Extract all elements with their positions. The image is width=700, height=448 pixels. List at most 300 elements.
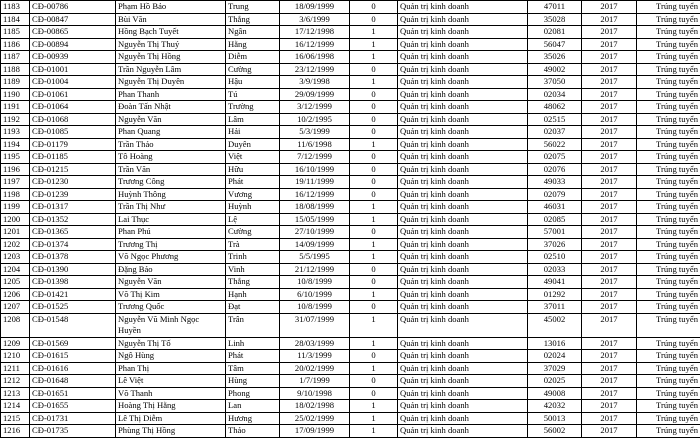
given-name-cell: Cường [226, 63, 280, 76]
candidate-code-cell: CĐ-01548 [30, 313, 116, 337]
date-of-birth-cell: 7/12/1999 [280, 151, 350, 164]
date-of-birth-cell: 11/6/1998 [280, 138, 350, 151]
admission-result-cell: Trúng tuyển [637, 138, 700, 151]
admission-result-cell: Trúng tuyển [637, 238, 700, 251]
gender-flag-cell: 0 [350, 1, 398, 14]
admission-year-cell: 2017 [582, 350, 637, 363]
candidate-code-cell: CĐ-01525 [30, 301, 116, 314]
family-name-cell: Võ Ngọc Phương [116, 251, 226, 264]
family-name-cell: Đoàn Tấn Nhật [116, 101, 226, 114]
date-of-birth-cell: 18/09/1999 [280, 1, 350, 14]
given-name-cell: Trường [226, 101, 280, 114]
row-number-cell: 1192 [1, 113, 30, 126]
registration-code-cell: 02075 [528, 151, 582, 164]
candidate-code-cell: CĐ-01615 [30, 350, 116, 363]
major-name-cell: Quản trị kinh doanh [398, 126, 528, 139]
admission-result-cell: Trúng tuyển [637, 126, 700, 139]
date-of-birth-cell: 31/07/1999 [280, 313, 350, 337]
row-number-cell: 1210 [1, 350, 30, 363]
table-row [1, 412, 700, 425]
table-row [1, 400, 700, 413]
registration-code-cell: 49002 [528, 63, 582, 76]
row-number-cell: 1196 [1, 163, 30, 176]
admission-year-cell: 2017 [582, 76, 637, 89]
table-row [1, 76, 700, 89]
registration-code-cell: 42032 [528, 400, 582, 413]
admission-year-cell: 2017 [582, 176, 637, 189]
given-name-cell: Hải [226, 126, 280, 139]
registration-code-cell: 49041 [528, 276, 582, 289]
major-name-cell: Quản trị kinh doanh [398, 301, 528, 314]
gender-flag-cell: 1 [350, 400, 398, 413]
date-of-birth-cell: 18/08/1999 [280, 201, 350, 214]
registration-code-cell: 56002 [528, 425, 582, 438]
major-name-cell: Quản trị kinh doanh [398, 201, 528, 214]
admission-result-cell: Trúng tuyển [637, 263, 700, 276]
candidate-code-cell: CĐ-01085 [30, 126, 116, 139]
table-row [1, 288, 700, 301]
major-name-cell: Quản trị kinh doanh [398, 226, 528, 239]
table-row [1, 213, 700, 226]
admission-year-cell: 2017 [582, 113, 637, 126]
candidate-code-cell: CĐ-01068 [30, 113, 116, 126]
major-name-cell: Quản trị kinh doanh [398, 313, 528, 337]
major-name-cell: Quản trị kinh doanh [398, 101, 528, 114]
row-number-cell: 1184 [1, 13, 30, 26]
admission-result-cell: Trúng tuyển [637, 251, 700, 264]
admission-year-cell: 2017 [582, 51, 637, 64]
row-number-cell: 1185 [1, 26, 30, 39]
date-of-birth-cell: 10/8/1999 [280, 301, 350, 314]
candidate-code-cell: CĐ-00894 [30, 38, 116, 51]
row-number-cell: 1212 [1, 375, 30, 388]
admission-result-cell: Trúng tuyển [637, 425, 700, 438]
candidate-code-cell: CĐ-01185 [30, 151, 116, 164]
major-name-cell: Quản trị kinh doanh [398, 38, 528, 51]
table-row [1, 51, 700, 64]
admission-year-cell: 2017 [582, 313, 637, 337]
major-name-cell: Quản trị kinh doanh [398, 88, 528, 101]
row-number-cell: 1183 [1, 1, 30, 14]
table-row [1, 163, 700, 176]
gender-flag-cell: 1 [350, 362, 398, 375]
candidate-code-cell: CĐ-01655 [30, 400, 116, 413]
gender-flag-cell: 1 [350, 201, 398, 214]
gender-flag-cell: 1 [350, 213, 398, 226]
family-name-cell: Phùng Thị Hồng [116, 425, 226, 438]
major-name-cell: Quản trị kinh doanh [398, 213, 528, 226]
major-name-cell: Quản trị kinh doanh [398, 26, 528, 39]
admission-result-cell: Trúng tuyển [637, 313, 700, 337]
row-number-cell: 1203 [1, 251, 30, 264]
date-of-birth-cell: 10/8/1999 [280, 276, 350, 289]
admission-result-cell: Trúng tuyển [637, 387, 700, 400]
given-name-cell: Diễm [226, 51, 280, 64]
registration-code-cell: 45002 [528, 313, 582, 337]
family-name-cell: Nguyễn Thị Duyên [116, 76, 226, 89]
registration-code-cell: 49008 [528, 387, 582, 400]
gender-flag-cell: 1 [350, 337, 398, 350]
admission-year-cell: 2017 [582, 201, 637, 214]
candidate-code-cell: CĐ-01239 [30, 188, 116, 201]
row-number-cell: 1194 [1, 138, 30, 151]
date-of-birth-cell: 11/3/1999 [280, 350, 350, 363]
major-name-cell: Quản trị kinh doanh [398, 163, 528, 176]
given-name-cell: Ngân [226, 26, 280, 39]
row-number-cell: 1216 [1, 425, 30, 438]
family-name-cell: Hoàng Thị Hằng [116, 400, 226, 413]
row-number-cell: 1187 [1, 51, 30, 64]
candidate-code-cell: CĐ-01616 [30, 362, 116, 375]
candidate-code-cell: CĐ-00865 [30, 26, 116, 39]
admission-result-cell: Trúng tuyển [637, 38, 700, 51]
candidate-code-cell: CĐ-01365 [30, 226, 116, 239]
major-name-cell: Quản trị kinh doanh [398, 425, 528, 438]
registration-code-cell: 01292 [528, 288, 582, 301]
row-number-cell: 1193 [1, 126, 30, 139]
candidate-code-cell: CĐ-01004 [30, 76, 116, 89]
table-row [1, 176, 700, 189]
table-row [1, 188, 700, 201]
given-name-cell: Vinh [226, 263, 280, 276]
family-name-cell: Ngô Hùng [116, 350, 226, 363]
admission-result-cell: Trúng tuyển [637, 375, 700, 388]
given-name-cell: Tú [226, 88, 280, 101]
major-name-cell: Quản trị kinh doanh [398, 13, 528, 26]
admission-result-cell: Trúng tuyển [637, 101, 700, 114]
candidate-code-cell: CĐ-01061 [30, 88, 116, 101]
registration-code-cell: 50013 [528, 412, 582, 425]
registration-code-cell: 02037 [528, 126, 582, 139]
row-number-cell: 1209 [1, 337, 30, 350]
table-row [1, 251, 700, 264]
table-row [1, 13, 700, 26]
table-row [1, 138, 700, 151]
admission-year-cell: 2017 [582, 1, 637, 14]
admission-year-cell: 2017 [582, 337, 637, 350]
candidate-code-cell: CĐ-01390 [30, 263, 116, 276]
major-name-cell: Quản trị kinh doanh [398, 276, 528, 289]
row-number-cell: 1199 [1, 201, 30, 214]
row-number-cell: 1204 [1, 263, 30, 276]
family-name-cell: Nguyễn Thị Thuý [116, 38, 226, 51]
major-name-cell: Quản trị kinh doanh [398, 76, 528, 89]
registration-code-cell: 13016 [528, 337, 582, 350]
family-name-cell: Trần Văn [116, 163, 226, 176]
major-name-cell: Quản trị kinh doanh [398, 350, 528, 363]
family-name-cell: Lê Việt [116, 375, 226, 388]
candidate-code-cell: CĐ-01215 [30, 163, 116, 176]
given-name-cell: Hậu [226, 76, 280, 89]
table-row [1, 88, 700, 101]
major-name-cell: Quản trị kinh doanh [398, 337, 528, 350]
candidate-code-cell: CĐ-01352 [30, 213, 116, 226]
candidate-code-cell: CĐ-01421 [30, 288, 116, 301]
admission-result-cell: Trúng tuyển [637, 412, 700, 425]
major-name-cell: Quản trị kinh doanh [398, 188, 528, 201]
major-name-cell: Quản trị kinh doanh [398, 412, 528, 425]
table-row [1, 1, 700, 14]
given-name-cell: Thắng [226, 13, 280, 26]
given-name-cell: Hùng [226, 375, 280, 388]
gender-flag-cell: 0 [350, 13, 398, 26]
gender-flag-cell: 0 [350, 188, 398, 201]
admission-result-cell: Trúng tuyển [637, 362, 700, 375]
admission-year-cell: 2017 [582, 101, 637, 114]
admission-year-cell: 2017 [582, 400, 637, 413]
gender-flag-cell: 0 [350, 88, 398, 101]
major-name-cell: Quản trị kinh doanh [398, 251, 528, 264]
gender-flag-cell: 1 [350, 51, 398, 64]
major-name-cell: Quản trị kinh doanh [398, 375, 528, 388]
admission-result-cell: Trúng tuyển [637, 201, 700, 214]
gender-flag-cell: 0 [350, 276, 398, 289]
family-name-cell: Trần Nguyễn Lâm [116, 63, 226, 76]
registration-code-cell: 37026 [528, 238, 582, 251]
registration-code-cell: 56047 [528, 38, 582, 51]
date-of-birth-cell: 3/6/1999 [280, 13, 350, 26]
given-name-cell: Lệ [226, 213, 280, 226]
given-name-cell: Vương [226, 188, 280, 201]
family-name-cell: Phạm Hồ Bảo [116, 1, 226, 14]
admission-result-cell: Trúng tuyển [637, 63, 700, 76]
admission-result-cell: Trúng tuyển [637, 400, 700, 413]
given-name-cell: Cường [226, 226, 280, 239]
candidate-code-cell: CĐ-00786 [30, 1, 116, 14]
date-of-birth-cell: 20/02/1999 [280, 362, 350, 375]
table-row [1, 375, 700, 388]
registration-code-cell: 37011 [528, 301, 582, 314]
admission-result-cell: Trúng tuyển [637, 51, 700, 64]
registration-code-cell: 02081 [528, 26, 582, 39]
family-name-cell: Trương Quốc [116, 301, 226, 314]
candidate-code-cell: CĐ-01648 [30, 375, 116, 388]
date-of-birth-cell: 16/12/1999 [280, 38, 350, 51]
table-row [1, 101, 700, 114]
major-name-cell: Quản trị kinh doanh [398, 288, 528, 301]
date-of-birth-cell: 5/3/1999 [280, 126, 350, 139]
table-row [1, 263, 700, 276]
family-name-cell: Huỳnh Thông [116, 188, 226, 201]
major-name-cell: Quản trị kinh doanh [398, 113, 528, 126]
family-name-cell: Nguyễn Thị Hồng [116, 51, 226, 64]
given-name-cell: Hữu [226, 163, 280, 176]
gender-flag-cell: 1 [350, 251, 398, 264]
row-number-cell: 1200 [1, 213, 30, 226]
gender-flag-cell: 0 [350, 63, 398, 76]
admission-result-cell: Trúng tuyển [637, 176, 700, 189]
admission-result-cell: Trúng tuyển [637, 350, 700, 363]
table-row [1, 387, 700, 400]
candidate-code-cell: CĐ-01651 [30, 387, 116, 400]
family-name-cell: Phan Thanh [116, 88, 226, 101]
given-name-cell: Phát [226, 176, 280, 189]
given-name-cell: Huỳnh [226, 201, 280, 214]
given-name-cell: Lan [226, 400, 280, 413]
table-row [1, 201, 700, 214]
registration-code-cell: 02034 [528, 88, 582, 101]
date-of-birth-cell: 18/02/1998 [280, 400, 350, 413]
gender-flag-cell: 0 [350, 226, 398, 239]
row-number-cell: 1198 [1, 188, 30, 201]
given-name-cell: Tâm [226, 362, 280, 375]
date-of-birth-cell: 17/09/1999 [280, 425, 350, 438]
date-of-birth-cell: 16/06/1998 [280, 51, 350, 64]
admission-year-cell: 2017 [582, 26, 637, 39]
registration-code-cell: 35028 [528, 13, 582, 26]
candidate-code-cell: CĐ-01735 [30, 425, 116, 438]
table-row [1, 313, 700, 337]
admission-result-cell: Trúng tuyển [637, 88, 700, 101]
registration-code-cell: 02025 [528, 375, 582, 388]
date-of-birth-cell: 5/5/1995 [280, 251, 350, 264]
gender-flag-cell: 1 [350, 138, 398, 151]
table-row [1, 350, 700, 363]
row-number-cell: 1214 [1, 400, 30, 413]
table-row [1, 238, 700, 251]
major-name-cell: Quản trị kinh doanh [398, 400, 528, 413]
family-name-cell: Phan Phú [116, 226, 226, 239]
date-of-birth-cell: 10/2/1995 [280, 113, 350, 126]
major-name-cell: Quản trị kinh doanh [398, 138, 528, 151]
registration-code-cell: 56022 [528, 138, 582, 151]
given-name-cell: Trinh [226, 251, 280, 264]
registration-code-cell: 37050 [528, 76, 582, 89]
family-name-cell: Trần Thảo [116, 138, 226, 151]
registration-code-cell: 35026 [528, 51, 582, 64]
table-row [1, 276, 700, 289]
admission-result-cell: Trúng tuyển [637, 288, 700, 301]
major-name-cell: Quản trị kinh doanh [398, 51, 528, 64]
given-name-cell: Đạt [226, 301, 280, 314]
row-number-cell: 1190 [1, 88, 30, 101]
given-name-cell: Lâm [226, 113, 280, 126]
registration-code-cell: 02515 [528, 113, 582, 126]
candidate-code-cell: CĐ-01317 [30, 201, 116, 214]
given-name-cell: Phong [226, 387, 280, 400]
major-name-cell: Quản trị kinh doanh [398, 238, 528, 251]
row-number-cell: 1189 [1, 76, 30, 89]
family-name-cell: Hồng Bạch Tuyết [116, 26, 226, 39]
admission-result-cell: Trúng tuyển [637, 151, 700, 164]
row-number-cell: 1208 [1, 313, 30, 337]
given-name-cell: Trân [226, 313, 280, 337]
date-of-birth-cell: 17/12/1998 [280, 26, 350, 39]
family-name-cell: Tô Hoàng [116, 151, 226, 164]
date-of-birth-cell: 6/10/1999 [280, 288, 350, 301]
table-row [1, 337, 700, 350]
candidate-code-cell: CĐ-01378 [30, 251, 116, 264]
gender-flag-cell: 1 [350, 26, 398, 39]
admission-year-cell: 2017 [582, 151, 637, 164]
admission-result-cell: Trúng tuyển [637, 301, 700, 314]
admission-year-cell: 2017 [582, 251, 637, 264]
table-row [1, 113, 700, 126]
date-of-birth-cell: 3/12/1999 [280, 101, 350, 114]
admission-year-cell: 2017 [582, 387, 637, 400]
table-row [1, 151, 700, 164]
gender-flag-cell: 0 [350, 163, 398, 176]
gender-flag-cell: 1 [350, 412, 398, 425]
admission-result-cell: Trúng tuyển [637, 113, 700, 126]
given-name-cell: Thảo [226, 425, 280, 438]
family-name-cell: Lê Thị Diễm [116, 412, 226, 425]
candidate-code-cell: CĐ-01064 [30, 101, 116, 114]
gender-flag-cell: 0 [350, 301, 398, 314]
admission-result-cell: Trúng tuyển [637, 26, 700, 39]
gender-flag-cell: 0 [350, 126, 398, 139]
registration-code-cell: 57001 [528, 226, 582, 239]
registration-code-cell: 49033 [528, 176, 582, 189]
date-of-birth-cell: 14/09/1999 [280, 238, 350, 251]
admission-year-cell: 2017 [582, 362, 637, 375]
row-number-cell: 1205 [1, 276, 30, 289]
candidate-code-cell: CĐ-01731 [30, 412, 116, 425]
admission-year-cell: 2017 [582, 88, 637, 101]
row-number-cell: 1206 [1, 288, 30, 301]
major-name-cell: Quản trị kinh doanh [398, 151, 528, 164]
row-number-cell: 1213 [1, 387, 30, 400]
major-name-cell: Quản trị kinh doanh [398, 263, 528, 276]
family-name-cell: Nguyễn Văn [116, 113, 226, 126]
registration-code-cell: 47011 [528, 1, 582, 14]
admission-result-cell: Trúng tuyển [637, 188, 700, 201]
admission-year-cell: 2017 [582, 138, 637, 151]
date-of-birth-cell: 15/05/1999 [280, 213, 350, 226]
gender-flag-cell: 0 [350, 263, 398, 276]
date-of-birth-cell: 23/12/1999 [280, 63, 350, 76]
candidate-code-cell: CĐ-01179 [30, 138, 116, 151]
date-of-birth-cell: 19/11/1999 [280, 176, 350, 189]
given-name-cell: Hương [226, 412, 280, 425]
admission-result-cell: Trúng tuyển [637, 13, 700, 26]
admission-year-cell: 2017 [582, 263, 637, 276]
admission-result-cell: Trúng tuyển [637, 163, 700, 176]
given-name-cell: Thắng [226, 276, 280, 289]
candidate-code-cell: CĐ-00939 [30, 51, 116, 64]
registration-code-cell: 48062 [528, 101, 582, 114]
date-of-birth-cell: 29/09/1999 [280, 88, 350, 101]
admission-year-cell: 2017 [582, 238, 637, 251]
gender-flag-cell: 0 [350, 101, 398, 114]
candidate-code-cell: CĐ-01569 [30, 337, 116, 350]
admission-year-cell: 2017 [582, 276, 637, 289]
registration-code-cell: 02510 [528, 251, 582, 264]
family-name-cell: Nguyễn Thị Tố [116, 337, 226, 350]
table-row [1, 38, 700, 51]
family-name-cell: Nguyễn Vũ Minh Ngọc Huyền [116, 313, 226, 337]
registration-code-cell: 37029 [528, 362, 582, 375]
registration-code-cell: 02076 [528, 163, 582, 176]
major-name-cell: Quản trị kinh doanh [398, 176, 528, 189]
family-name-cell: Nguyễn Văn [116, 276, 226, 289]
date-of-birth-cell: 16/12/1999 [280, 188, 350, 201]
row-number-cell: 1188 [1, 63, 30, 76]
admission-year-cell: 2017 [582, 126, 637, 139]
major-name-cell: Quản trị kinh doanh [398, 362, 528, 375]
major-name-cell: Quản trị kinh doanh [398, 63, 528, 76]
admission-year-cell: 2017 [582, 213, 637, 226]
gender-flag-cell: 1 [350, 238, 398, 251]
major-name-cell: Quản trị kinh doanh [398, 387, 528, 400]
registration-code-cell: 02033 [528, 263, 582, 276]
registration-code-cell: 02024 [528, 350, 582, 363]
admission-year-cell: 2017 [582, 288, 637, 301]
admission-year-cell: 2017 [582, 38, 637, 51]
candidate-code-cell: CĐ-01398 [30, 276, 116, 289]
admission-result-cell: Trúng tuyển [637, 76, 700, 89]
given-name-cell: Hạnh [226, 288, 280, 301]
